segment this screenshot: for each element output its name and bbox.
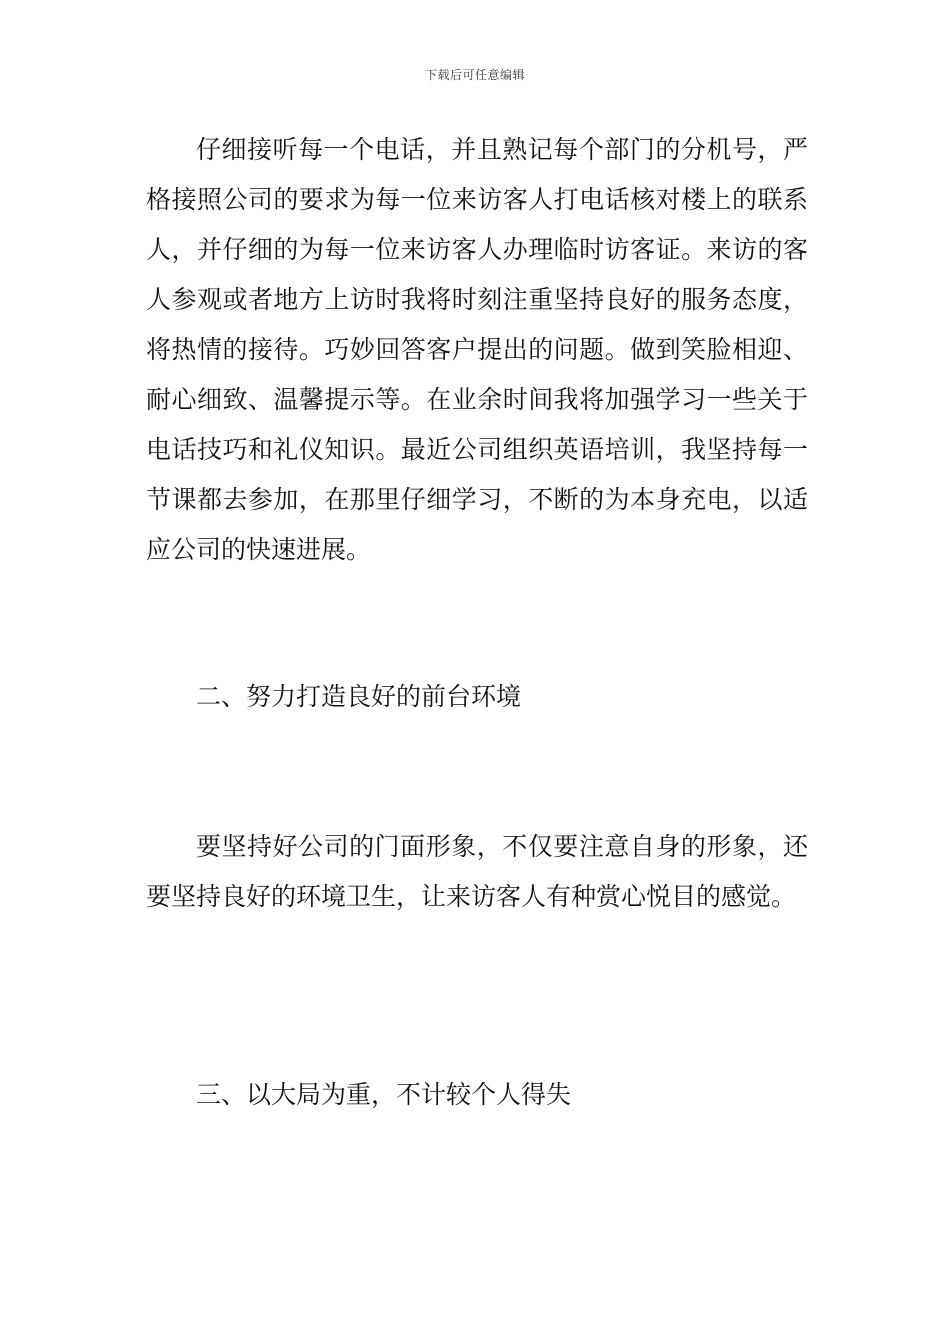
header-note: 下载后可任意编辑 [424,68,525,82]
paragraph-company-image: 要坚持好公司的门面形象，不仅要注意自身的形象，还要坚持良好的环境卫生，让来访客人有种赏心悦目的感觉。 [146,832,808,911]
paragraph-reception-duties: 仔细接听每一个电话，并且熟记每个部门的分机号，严格接照公司的要求为每一位来访客人打电话核对楼上的联系人，并仔细的为每一位来访客人办理临时访客证。来访的客人参观或者地方上访时我将时刻注重坚持良好的服务态度，将热情的接待。巧妙回答客户提出的问题。做到笑脸相迎、耐心细致、温馨提示等。在业余时间我将加强学习一些关于电话技巧和礼仪知识。最近公司组织英语培训，我坚持每一节课都去参加，在那里仔细学习，不断的为本身充电，以适应公司的快速进展。 [146,135,808,564]
section-heading-overall-interest: 三、以大局为重，不计较个人得失 [196,1080,572,1109]
section-heading-front-desk-environment: 二、努力打造良好的前台环境 [196,682,522,711]
